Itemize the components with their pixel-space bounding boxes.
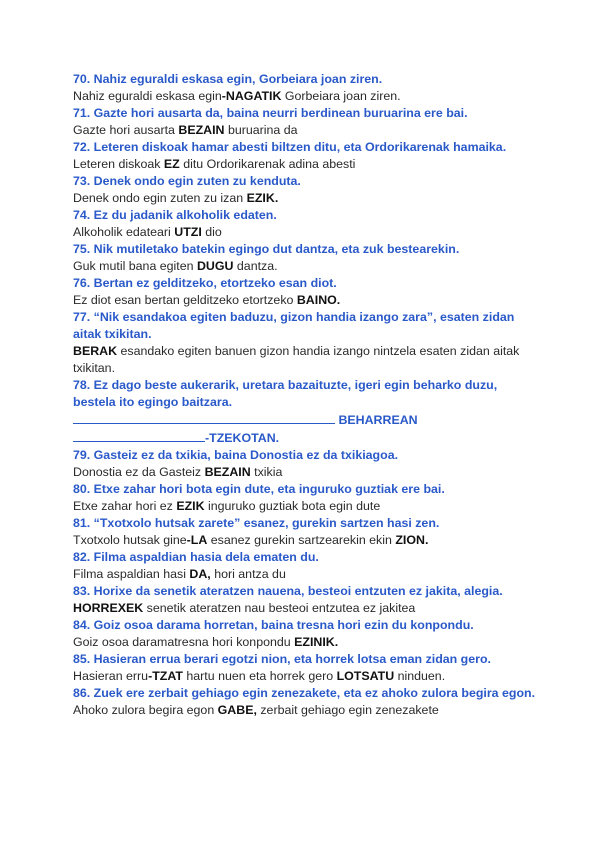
exercise-question: 70. Nahiz eguraldi eskasa egin, Gorbeiara joan ziren. bbox=[73, 72, 383, 86]
exercise-answer bbox=[73, 190, 543, 207]
answer-keyword: ZION. bbox=[395, 533, 429, 547]
exercise-question: 83. Horixe da senetik ateratzen nauena, besteoi entzuten ez jakita, alegia. bbox=[73, 584, 503, 598]
answer-text: hartu nuen eta horrek gero bbox=[182, 669, 337, 683]
fill-in-underline bbox=[73, 411, 335, 424]
exercise-question: 84. Goiz osoa darama horretan, baina tresna hori ezin du konpondu. bbox=[73, 618, 474, 632]
answer-text: senetik ateratzen nau besteoi entzutea ez jakitea bbox=[143, 601, 416, 615]
exercise-question: 77. “Nik esandakoa egiten baduzu, gizon handia izango zara”, esaten zidan aitak txikitan. bbox=[73, 310, 515, 341]
answer-keyword: -LA bbox=[186, 533, 208, 547]
exercise-question: 75. Nik mutiletako batekin egingo dut dantza, eta zuk bestearekin. bbox=[73, 242, 460, 256]
exercise-answer bbox=[73, 258, 543, 275]
answer-text: inguruko guztiak bota egin dute bbox=[204, 499, 381, 513]
exercise-question: 82. Filma aspaldian hasia dela ematen du. bbox=[73, 550, 319, 564]
exercise-answer bbox=[73, 122, 543, 139]
answer-text: Leteren diskoak bbox=[73, 157, 164, 171]
exercise-answer bbox=[73, 532, 543, 549]
answer-text: dio bbox=[201, 225, 222, 239]
answer-keyword: EZINIK. bbox=[294, 635, 339, 649]
answer-text: Filma aspaldian hasi bbox=[73, 567, 190, 581]
answer-keyword: GABE, bbox=[217, 703, 257, 717]
answer-text: zerbait gehiago egin zenezakete bbox=[256, 703, 439, 717]
answer-keyword: EZ bbox=[163, 157, 180, 171]
exercise-answer bbox=[73, 566, 543, 583]
answer-text: buruarina da bbox=[224, 123, 298, 137]
exercise-question: 78. Ez dago beste aukerarik, uretara bazaituzte, igeri egin beharko duzu, bestela ito egingo baitzara. bbox=[73, 378, 498, 409]
exercise-answer bbox=[73, 224, 543, 241]
answer-blank-line bbox=[73, 429, 543, 447]
answer-keyword: LOTSATU bbox=[336, 669, 395, 683]
exercise-question: 81. “Txotxolo hutsak zarete” esanez, gurekin sartzen hasi zen. bbox=[73, 516, 440, 530]
answer-blank-line bbox=[73, 411, 543, 429]
answer-text: Goiz osoa daramatresna hori konpondu bbox=[73, 635, 295, 649]
exercise-answer bbox=[73, 343, 543, 377]
answer-text: txikia bbox=[250, 465, 283, 479]
exercise-question: 72. Leteren diskoak hamar abesti biltzen ditu, eta Ordorikarenak hamaika. bbox=[73, 140, 507, 154]
exercise-answer bbox=[73, 88, 543, 105]
answer-keyword: BEZAIN bbox=[178, 123, 225, 137]
exercise-answer bbox=[73, 292, 543, 309]
answer-keyword: EZIK. bbox=[246, 191, 279, 205]
exercise-question: 71. Gazte hori ausarta da, baina neurri berdinean buruarina ere bai. bbox=[73, 106, 468, 120]
answer-text: Donostia ez da Gasteiz bbox=[73, 465, 205, 479]
exercise-question: 86. Zuek ere zerbait gehiago egin zenezakete, eta ez ahoko zulora begira egon. bbox=[73, 686, 536, 700]
answer-text: Etxe zahar hori ez bbox=[73, 499, 177, 513]
exercise-answer bbox=[73, 156, 543, 173]
blank-keyword: BEHARREAN bbox=[335, 413, 418, 427]
exercise-question: 74. Ez du jadanik alkoholik edaten. bbox=[73, 208, 277, 222]
answer-text: esanez gurekin sartzearekin ekin bbox=[207, 533, 396, 547]
answer-keyword: BEZAIN bbox=[204, 465, 251, 479]
answer-text: Hasieran erru bbox=[73, 669, 149, 683]
answer-keyword: -NAGATIK bbox=[221, 89, 282, 103]
fill-in-underline bbox=[73, 429, 205, 442]
answer-text: esandako egiten banuen gizon handia izango nintzela esaten zidan aitak txikitan. bbox=[73, 344, 520, 375]
exercise-question: 79. Gasteiz ez da txikia, baina Donostia ez da txikiagoa. bbox=[73, 448, 399, 462]
answer-text: ditu Ordorikarenak adina abesti bbox=[179, 157, 356, 171]
answer-keyword: DUGU bbox=[196, 259, 234, 273]
exercise-answer bbox=[73, 600, 543, 617]
answer-text: Alkoholik edateari bbox=[73, 225, 175, 239]
answer-text: Gazte hori ausarta bbox=[73, 123, 179, 137]
answer-keyword: BERAK bbox=[73, 344, 118, 358]
exercise-question: 73. Denek ondo egin zuten zu kenduta. bbox=[73, 174, 301, 188]
answer-text: dantza. bbox=[233, 259, 278, 273]
exercise-answer bbox=[73, 702, 543, 719]
exercise-answer bbox=[73, 498, 543, 515]
answer-text: Nahiz eguraldi eskasa egin bbox=[73, 89, 222, 103]
exercise-answer bbox=[73, 668, 543, 685]
answer-text: Txotxolo hutsak gine bbox=[73, 533, 187, 547]
answer-text: Denek ondo egin zuten zu izan bbox=[73, 191, 247, 205]
blank-keyword: -TZEKOTAN. bbox=[205, 431, 280, 445]
answer-text: Ez diot esan bertan gelditzeko etortzeko bbox=[73, 293, 297, 307]
exercise-answer bbox=[73, 634, 543, 651]
exercise-page bbox=[73, 71, 543, 719]
answer-keyword: -TZAT bbox=[148, 669, 183, 683]
answer-keyword: UTZI bbox=[174, 225, 202, 239]
exercise-question: 80. Etxe zahar hori bota egin dute, eta inguruko guztiak ere bai. bbox=[73, 482, 445, 496]
answer-keyword: HORREXEK bbox=[73, 601, 144, 615]
answer-text: hori antza du bbox=[210, 567, 286, 581]
answer-keyword: EZIK bbox=[176, 499, 205, 513]
exercise-question: 76. Bertan ez gelditzeko, etortzeko esan diot. bbox=[73, 276, 337, 290]
exercise-question: 85. Hasieran errua berari egotzi nion, eta horrek lotsa eman zidan gero. bbox=[73, 652, 491, 666]
answer-text: Gorbeiara joan ziren. bbox=[281, 89, 401, 103]
answer-text: Guk mutil bana egiten bbox=[73, 259, 197, 273]
answer-text: Ahoko zulora begira egon bbox=[73, 703, 218, 717]
answer-keyword: BAINO. bbox=[296, 293, 341, 307]
exercise-answer bbox=[73, 464, 543, 481]
answer-text: ninduen. bbox=[394, 669, 446, 683]
answer-keyword: DA, bbox=[189, 567, 211, 581]
